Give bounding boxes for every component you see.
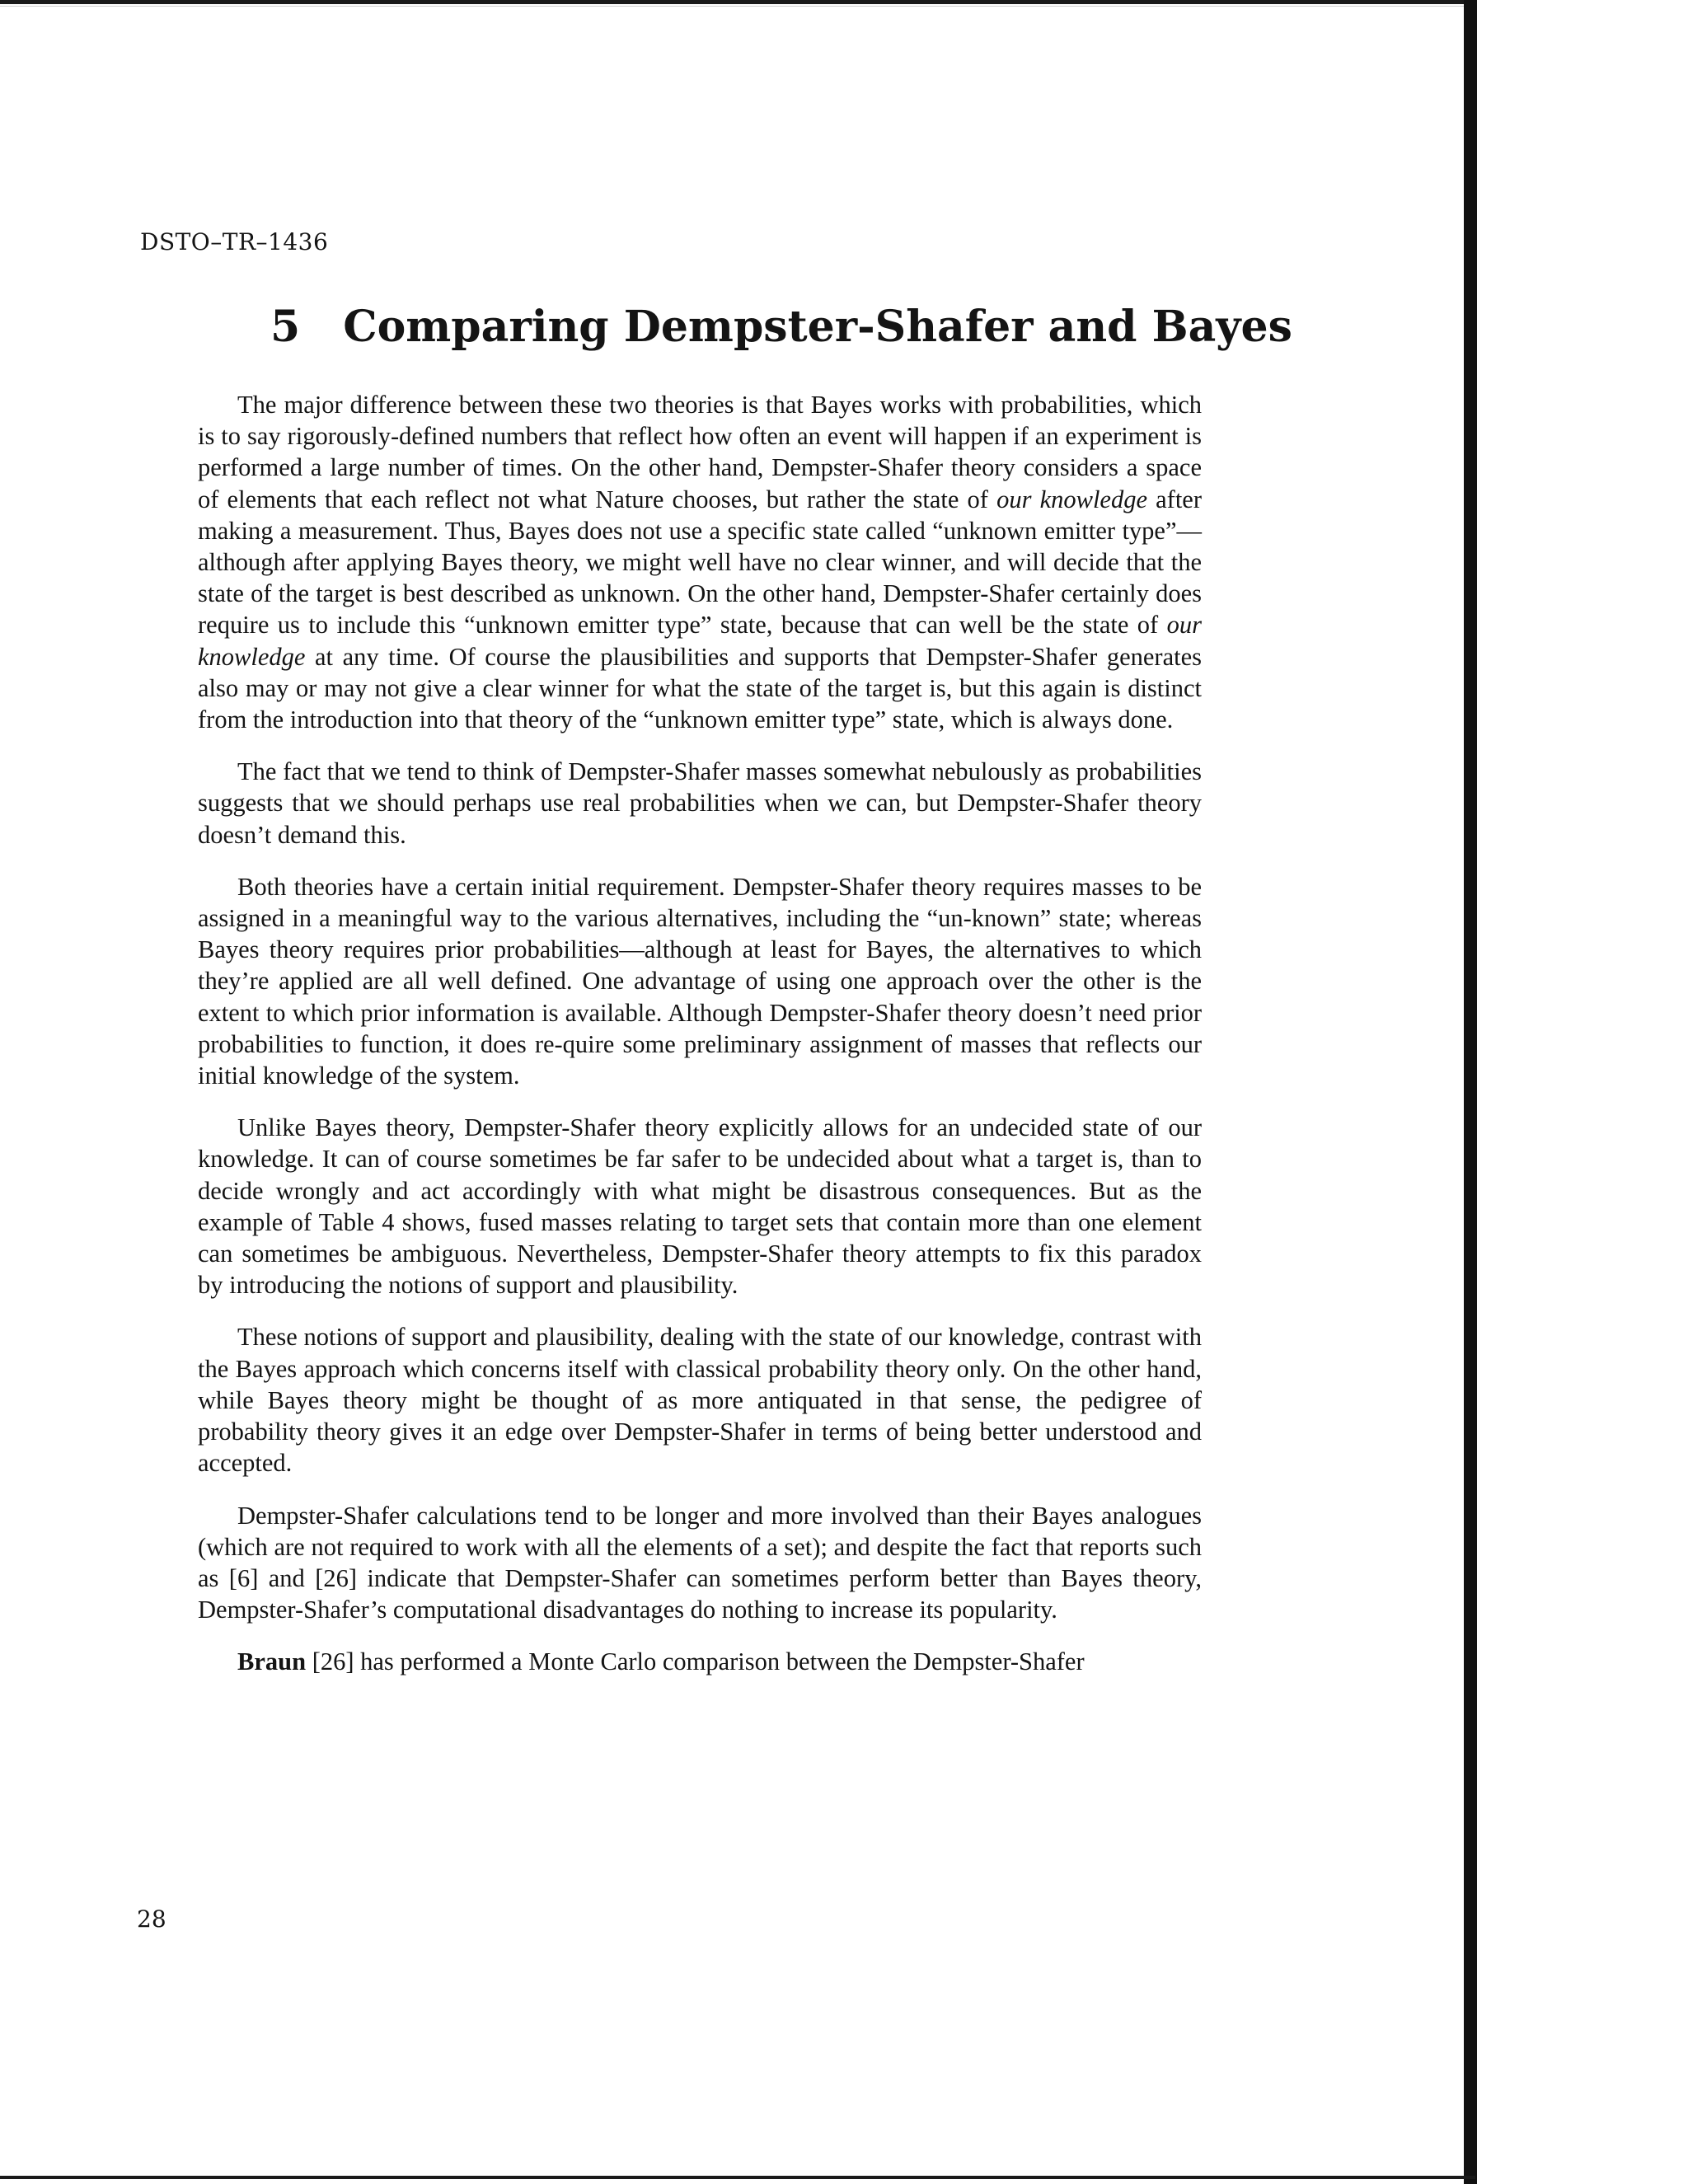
paragraph-2: The fact that we tend to think of Dempster-Shafer masses somewhat nebulously as probabilities suggests that we should perhaps use real probabilities when we can, but Dempster-Shafer theory doesn’t demand this. <box>198 757 1202 849</box>
section-heading <box>270 302 1342 352</box>
paragraph-7 <box>198 1646 1202 1677</box>
paragraph-6: Dempster-Shafer calculations tend to be longer and more involved than their Bayes analogues (which are not required to work with all the elements of a set); and despite the fact that reports such as [6] and [26] indicate that Dempster-Shafer can sometimes perform better than Bayes theory, Dempster-Shafer’s computational disadvantages do nothing to increase its popularity. <box>198 1501 1202 1624</box>
paragraph-5: These notions of support and plausibility, dealing with the state of our knowledge, contrast with the Bayes approach which concerns itself with classical probability theory only. On the other hand, while Bayes theory might be thought of as more antiquated in that sense, the pedigree of probability theory gives it an edge over Dempster-Shafer in terms of being better understood and accepted. <box>198 1323 1202 1478</box>
page-number: 28 <box>137 1905 166 1933</box>
paragraph-1-part-a: The major difference between these two theories is that Bayes works with probabilities, which is to say rigorously-defined numbers that reflect how often an event will happen if an experiment is performed a large number of times. On the other hand, Dempster-Shafer theory considers a space of elements that each reflect not what Nature chooses, but rather the state of <box>198 391 1202 513</box>
section-number: 5 <box>270 302 301 352</box>
emphasis-our-knowledge: our knowledge <box>996 485 1147 513</box>
author-name: Braun <box>237 1647 307 1676</box>
body-text <box>198 389 1202 1678</box>
paragraph-1-part-c: at any time. Of course the plausibilities and supports that Dempster-Shafer generates also may or may not give a clear winner for what the state of the target is, but this again is distinct from the introduction into that theory of the “unknown emitter type” state, which is always done. <box>198 642 1202 734</box>
section-title: Comparing Dempster-Shafer and Bayes <box>343 302 1292 352</box>
scan-border-top-faint <box>0 6 1475 7</box>
paragraph-7-text: [26] has performed a Monte Carlo comparison between the Dempster-Shafer <box>306 1647 1085 1676</box>
paragraph-3: Both theories have a certain initial requirement. Dempster-Shafer theory requires masses to be assigned in a meaningful way to the various alternatives, including the “un-known” state; whereas Bayes theory requires prior probabilities—although at least for Bayes, the alternatives to which they’re applied are all well defined. One advantage of using one approach over the other is the extent to which prior information is available. Although Dempster-Shafer theory doesn’t need prior probabilities to function, it does re-quire some preliminary assignment of masses that reflects our initial knowledge of the system. <box>198 872 1202 1090</box>
paragraph-4: Unlike Bayes theory, Dempster-Shafer theory explicitly allows for an undecided state of our knowledge. It can of course sometimes be far safer to be undecided about what a target is, than to decide wrongly and act accordingly with what might be disastrous consequences. But as the example of Table 4 shows, fused masses relating to target sets that contain more than one element can sometimes be ambiguous. Nevertheless, Dempster-Shafer theory attempts to fix this paradox by introducing the notions of support and plausibility. <box>198 1113 1202 1300</box>
report-code: DSTO–TR–1436 <box>140 228 329 255</box>
emphasis-our-knowledge: our knowledge <box>198 611 1202 671</box>
scan-border-top <box>0 0 1475 4</box>
paragraph-1-part-b: after making a measurement. Thus, Bayes does not use a specific state called “unknown emitter type”—although after applying Bayes theory, we might well have no clear winner, and will decide that the state of the target is best described as unknown. On the other hand, Dempster-Shafer certainly does require us to include this “unknown emitter type” state, because that can well be the state of <box>198 485 1202 640</box>
scan-border-bottom <box>0 2176 1475 2179</box>
scan-border-right <box>1464 0 1477 2184</box>
paragraph-1 <box>198 389 1202 735</box>
